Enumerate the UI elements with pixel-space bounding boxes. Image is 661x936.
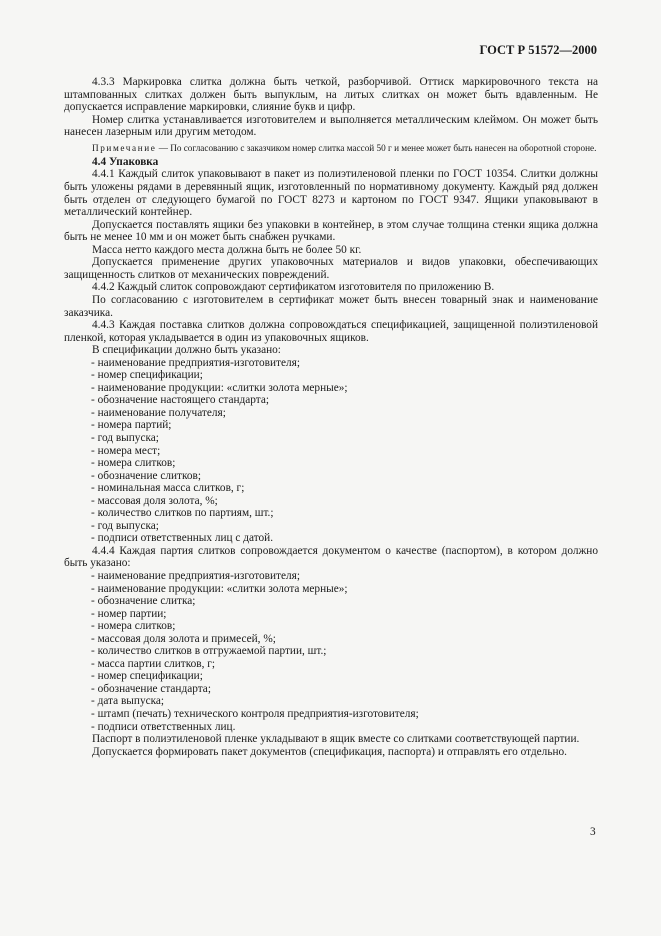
list-item: - наименование предприятия-изготовителя; xyxy=(91,569,300,582)
list-item: - штамп (печать) технического контроля предприятия-изготовителя; xyxy=(91,708,419,720)
list-item: - обозначение настоящего стандарта; xyxy=(91,394,269,407)
list-item: - год выпуска; xyxy=(91,431,159,444)
paragraph-4-4-4: 4.4.4 Каждая партия слитков сопровождается документом о качестве (паспортом), в котором должно быть указано: xyxy=(64,544,598,570)
paragraph-4-4-1: 4.4.1 Каждый слиток упаковывают в пакет из полиэтиленовой пленки по ГОСТ 10354. Слитки должны быть уложены рядами в деревянный ящик, изготовленный по нормативному документу. Каждый ряд должен быть отделен от следующего бумагой по ГОСТ 8273 и картоном по ГОСТ 9347. Ящики упаковывают в металлический контейнер. xyxy=(64,168,598,219)
paragraph-certificate-trademark: По согласованию с изготовителем в сертификат может быть внесен товарный знак и наименование заказчика. xyxy=(64,293,598,319)
list-item: - номинальная масса слитков, г; xyxy=(91,482,245,495)
list-item: - номера слитков; xyxy=(91,620,176,633)
list-item: - номера мест; xyxy=(91,444,161,457)
section-heading-packaging: 4.4 Упаковка xyxy=(92,155,159,168)
standard-code-header: ГОСТ Р 51572—2000 xyxy=(479,43,597,57)
list-item: - количество слитков в отгружаемой партии, шт.; xyxy=(91,645,327,658)
list-item: - наименование получателя; xyxy=(91,406,226,419)
note-label: Примечание xyxy=(92,142,157,153)
list-item: - номер спецификации; xyxy=(91,369,203,382)
paragraph-boxes-without-container: Допускается поставлять ящики без упаковки в контейнер, в этом случае толщина стенки ящика должна быть не менее 10 мм и он может быть снабжен ручками. xyxy=(64,218,598,244)
paragraph-separate-documents: Допускается формировать пакет документов (спецификация, паспорта) и отправлять его отдельно. xyxy=(92,745,567,758)
list-item: - номера слитков; xyxy=(91,457,176,470)
paragraph-ingot-number: Номер слитка устанавливается изготовителем и выполняется металлическим клеймом. Он может быть нанесен лазерным или другим методом. xyxy=(64,113,598,139)
paragraph-4-4-3: 4.4.3 Каждая поставка слитков должна сопровождаться спецификацией, защищенной полиэтиленовой пленкой, которая укладывается в один из упаковочных ящиков. xyxy=(64,319,598,344)
list-item: - массовая доля золота и примесей, %; xyxy=(91,632,276,645)
list-item: - номера партий; xyxy=(91,419,172,432)
list-item: - год выпуска; xyxy=(91,519,159,532)
note-text: — По согласованию с заказчиком номер слитка массой 50 г и менее может быть нанесен на оборотной стороне. xyxy=(156,142,597,153)
paragraph-net-mass: Масса нетто каждого места должна быть не более 50 кг. xyxy=(92,243,362,256)
page-number: 3 xyxy=(590,826,596,838)
list-item: - номер спецификации; xyxy=(91,670,203,683)
list-item: - наименование продукции: «слитки золота мерные»; xyxy=(91,381,348,394)
paragraph-other-packaging: Допускается применение других упаковочных материалов и видов упаковки, обеспечивающих защищенность слитков от механических повреждений. xyxy=(64,256,598,281)
list-item: - подписи ответственных лиц с датой. xyxy=(91,532,274,545)
page-body xyxy=(64,76,598,758)
list-item: - обозначение слитков; xyxy=(91,469,201,482)
note xyxy=(64,142,598,154)
list-item: - наименование предприятия-изготовителя; xyxy=(91,356,300,369)
paragraph-passport-packing: Паспорт в полиэтиленовой пленке укладывают в ящик вместе со слитками соответствующей партии. xyxy=(92,733,580,746)
list-item: - количество слитков по партиям, шт.; xyxy=(91,507,274,520)
paragraph-4-4-2: 4.4.2 Каждый слиток сопровождают сертификатом изготовителя по приложению В. xyxy=(92,281,495,294)
list-item: - обозначение слитка; xyxy=(91,595,196,608)
list-item: - подписи ответственных лиц. xyxy=(91,720,236,733)
paragraph-4-3-3-marking: 4.3.3 Маркировка слитка должна быть четкой, разборчивой. Оттиск маркировочного текста на штампованных слитках должен быть выпуклым, на литых слитках он может быть вдавленным. Не допускается исправление маркировки, слияние букв и цифр. xyxy=(64,76,598,114)
list-item: - масса партии слитков, г; xyxy=(91,657,216,670)
specification-list xyxy=(64,357,598,545)
list-item: - обозначение стандарта; xyxy=(91,682,211,695)
passport-list xyxy=(64,570,598,733)
list-item: - массовая доля золота, %; xyxy=(91,494,218,507)
list-item: - дата выпуска; xyxy=(91,695,165,708)
list-item: - наименование продукции: «слитки золота мерные»; xyxy=(91,582,348,595)
list-item: - номер партии; xyxy=(91,607,167,620)
paragraph-specification-intro: В спецификации должно быть указано: xyxy=(92,344,281,357)
